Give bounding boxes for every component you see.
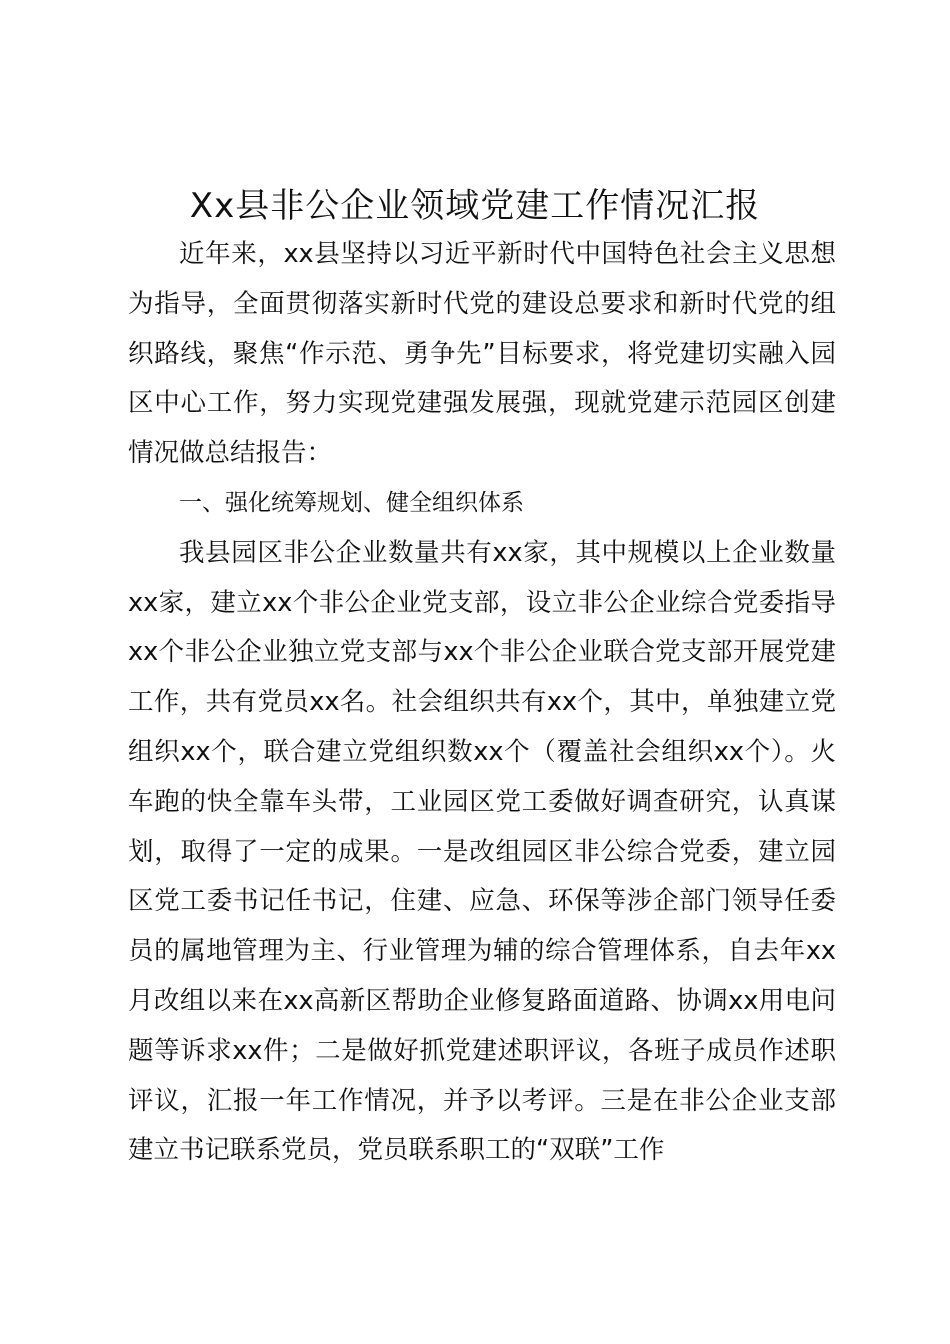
intro-paragraph: 近年来，xx县坚持以习近平新时代中国特色社会主义思想为指导，全面贯彻落实新时代党的建设总要求和新时代党的组织路线，聚焦“作示范、勇争先”目标要求，将党建切实融入园区中心工作，努力实现党建强发展强，现就党建示范园区创建情况做总结报告：: [128, 239, 836, 469]
document-body: [128, 230, 836, 1176]
document-title: Xx县非公企业领域党建工作情况汇报: [189, 186, 761, 226]
section-heading: 一、强化统筹规划、健全组织体系: [179, 489, 524, 516]
section-paragraph: 我县园区非公企业数量共有xx家，其中规模以上企业数量xx家，建立xx个非公企业党支部，设立非公企业综合党委指导xx个非公企业独立党支部与xx个非公企业联合党支部开展党建工作，共有党员xx名。社会组织共有xx个，其中，单独建立党组织xx个，联合建立党组织数xx个（覆盖社会组织xx个）。火车跑的快全靠车头带，工业园区党工委做好调查研究，认真谋划，取得了一定的成果。一是改组园区非公综合党委，建立园区党工委书记任书记，住建、应急、环保等涉企部门领导任委员的属地管理为主、行业管理为辅的综合管理体系，自去年xx月改组以来在xx高新区帮助企业修复路面道路、协调xx用电问题等诉求xx件；二是做好抓党建述职评议，各班子成员作述职评议，汇报一年工作情况，并予以考评。三是在非公企业支部建立书记联系党员，党员联系职工的“双联”工作: [128, 537, 836, 1166]
